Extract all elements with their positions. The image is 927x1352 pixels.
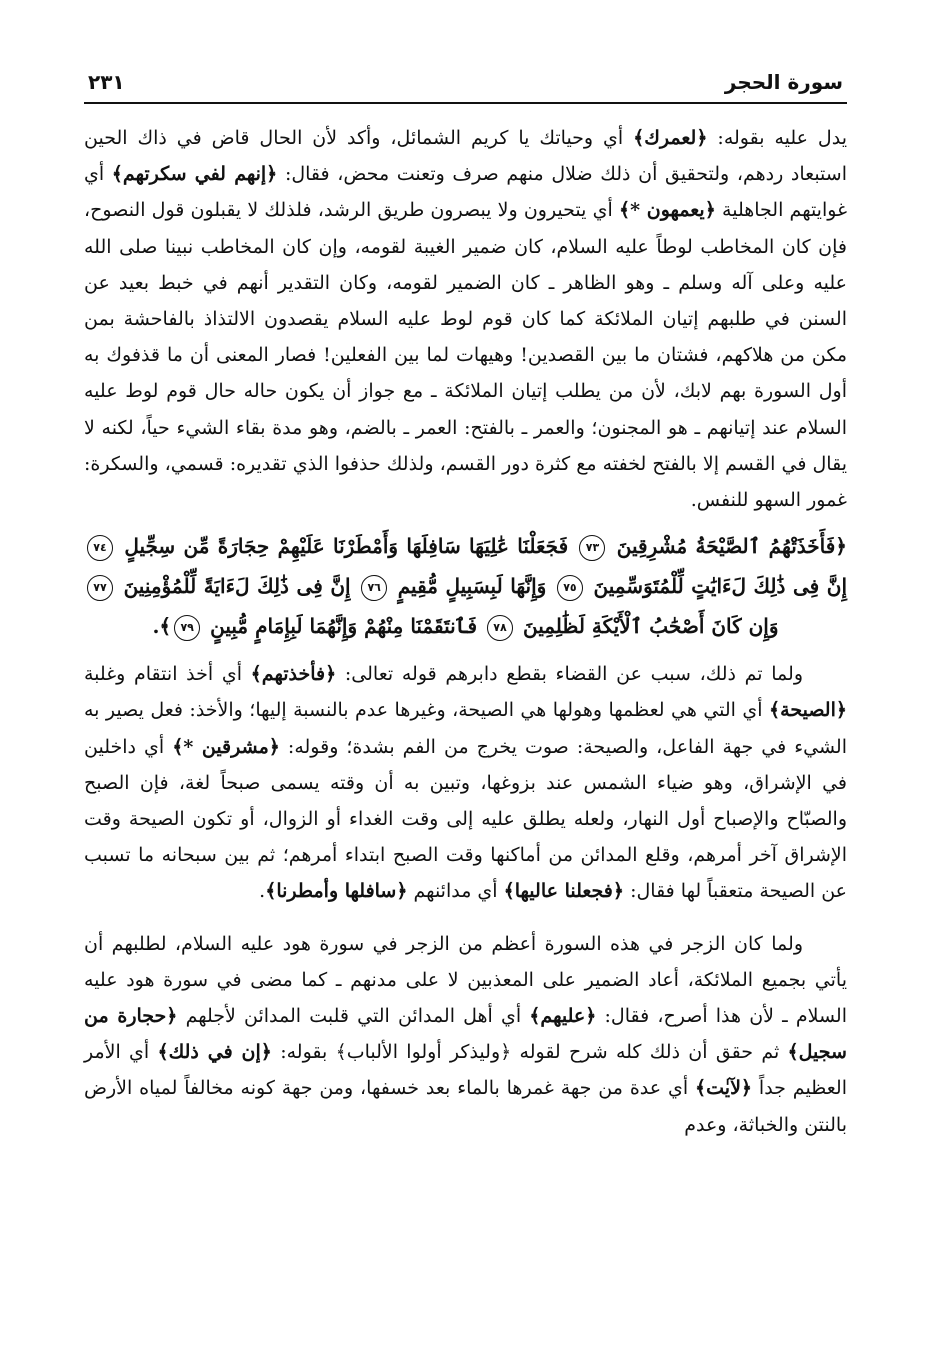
p1-text-e: أي غوايتهم الجاهلية (84, 163, 848, 222)
p2-text-i: أي مدائنهم (407, 880, 504, 903)
page-number: ٢٣١ (88, 70, 125, 94)
p2-quote-safilaha: ﴿سافلها وأمطرنا﴾ (265, 880, 408, 903)
p2-text-k: . (259, 880, 266, 903)
p3-quote-laayat: ﴿لآيٰت﴾ (695, 1077, 753, 1100)
p1-text-g: أي يتحيرون ولا يبصرون طريق الرشد، فلذلك لا يقبلون قول النصوح، فإن كان المخاطب لوطاً عليه السلام، كان ضمير الغيبة لقومه، وإن كان المخاطب نبينا صلى الله عليه وعلى آله وسلم ـ وهو الظاهر ـ كان الضمير لقومه، وكان التقدير أنهم في خبط بعيد عن السنن في طلبهم إتيان الملائكة كما كان قوم لوط عليه السلام يقصدون الالتذاذ بالفاحشة بمن مكن من هلاكهم، فشتان ما بين القصدين! وهيهات لما بين الفعلين! فصار المعنى أن ما قذفوك به أول السورة بهم لابك، لأن من يطلب إتيان الملائكة ـ مع جواز أن يكون حاله حال قوم لوط عليه السلام عند إتيانهم ـ هو المجنون؛ والعمر ـ بالفتح: العمر ـ بالضم، وهو مدة بقاء الشيء حياً، لكنه لا يقال في القسم إلا بالفتح لخفته مع كثرة دور القسم، ولذلك حذفوا الذي تقديره: قسمي، والسكرة: غمور السهو للنفس. (84, 199, 847, 512)
ayah-number-marker: ٧٧ (87, 575, 113, 601)
verse-segment: وَإِنَّهَا لَبِسَبِيلٍ مُّقِيمٍ (397, 574, 547, 599)
verse-segment: إِنَّ فِى ذَٰلِكَ لَءَايَٰتٍ لِّلْمُتَوَسِّمِينَ (593, 574, 848, 599)
ayah-number-marker: ٧٨ (487, 615, 513, 641)
ayah-number-marker: ٧٥ (557, 575, 583, 601)
p2-quote-faakhadhathum: ﴿فأخذتهم﴾ (250, 663, 337, 686)
page-header (84, 66, 847, 104)
paragraph-2 (84, 656, 847, 909)
p3-quote-hijara: ﴿حجارة من سجيل﴾ (84, 1005, 847, 1064)
verse-segment: إِنَّ فِى ذَٰلِكَ لَءَايَةً لِّلْمُؤْمِنِينَ (123, 574, 351, 599)
p3-text-c: أي أهل المدائن التي قلبت المدائن لأجلهم (177, 1005, 530, 1028)
p3-text-a: ولما كان الزجر في هذه السورة أعظم من الزجر في سورة هود عليه السلام، لطلبهم أن يأتي بجميع الملائكة، أعاد الضمير على المعذبين لا على مدنهم ـ كما مضى في سورة هود عليه السلام ـ لأن هذا أصرح، فقال: (84, 932, 847, 1028)
p1-text-a: يدل عليه بقوله: (707, 127, 847, 149)
ayah-number-marker: ٧٩ (174, 615, 200, 641)
paragraph-3 (84, 926, 847, 1143)
p2-text-c: أي أخذ انتقام وغلبة (84, 663, 251, 686)
p2-quote-mushriqin: ﴿مشرقين *﴾ (172, 735, 280, 758)
ayah-number-marker: ٧٤ (87, 535, 113, 561)
p1-quote-innahum: ﴿إنهم لفي سكرتهم﴾ (111, 163, 278, 186)
surah-title: سورة الحجر (724, 70, 843, 94)
verse-segment: فَجَعَلْنَا عَٰلِيَهَا سَافِلَهَا وَأَمْطَرْنَا عَلَيْهِمْ حِجَارَةً مِّن سِجِّيلٍ (124, 534, 569, 559)
body-text (84, 120, 847, 1143)
p3-quote-alayhim: ﴿عليهم﴾ (529, 1005, 597, 1028)
p3-quote-inna-fi-dhalik: ﴿إن في ذلك﴾ (157, 1041, 272, 1064)
p2-quote-assayha: ﴿الصيحة﴾ (769, 699, 847, 722)
p3-text-i: أي عدة من جهة غمرها بالماء بعد خسفها، ومن جهة كونه مخالفاً لمياه الأرض بالنتن والخباثة، وعدم (84, 1077, 847, 1136)
p2-text-g: أي داخلين في الإشراق، وهو ضياء الشمس عند بزوغها، وتبين به أن وقته يسمى صبحاً لغة، فإن الصبح والصبّاح والإصباح أول النهار، ولعله يطلق عليه إلى وقت الغداء أو الزوال، أو تكون الصيحة وقت الإشراق آخر أمرهم، وقلع المدائن من أماكنها وقت الصبح ابتداء أمرهم؛ ثم بين سبحانه ما تسبب عن الصيحة متعقباً لها فقال: (84, 735, 847, 903)
p1-text-c: أي وحياتك يا كريم الشمائل، وأكد لأن الحال قاض في ذاك الحين استبعاد ردهم، ولتحقيق أن ذلك ضلال منهم صرف وتعنت محض، فقال: (84, 127, 847, 186)
p2-text-a: ولما تم ذلك، سبب عن القضاء بقطع دابرهم قوله تعالى: (336, 663, 804, 686)
p3-text-e: ثم حقق أن ذلك كله شرح لقوله ﴿وليذكر أولوا الألباب﴾ بقوله: (271, 1041, 788, 1064)
p2-text-e: أي التي هي لعظمها وهولها هي الصيحة، وغيرها عدم بالنسبة إليها؛ والأخذ: فعل يصير به الشيء في جهة الفاعل، والصيحة: صوت يخرج من الفم بشدة؛ وقوله: (84, 699, 847, 758)
p1-quote-laamruk: ﴿لعمرك﴾ (633, 127, 708, 149)
paragraph-gap (84, 910, 847, 926)
ayah-number-marker: ٧٣ (579, 535, 605, 561)
ayah-number-marker: ٧٦ (361, 575, 387, 601)
verse-segment: فَٱنتَقَمْنَا مِنْهُمْ وَإِنَّهُمَا لَبِإِمَامٍ مُّبِينٍ (210, 614, 478, 639)
verse-close: ﴾. (152, 614, 172, 639)
p1-quote-yamahun: ﴿يعمهون *﴾ (618, 199, 716, 222)
verse-segment: ﴿فَأَخَذَتْهُمُ ٱلصَّيْحَةُ مُشْرِقِينَ (616, 534, 848, 559)
p3-text-g: أي الأمر العظيم جداً (84, 1041, 847, 1100)
p2-quote-fajaalna: ﴿فجعلنا عاليها﴾ (503, 880, 625, 903)
verse-segment: وَإِن كَانَ أَصْحَٰبُ ٱلْأَيْكَةِ لَظَٰلِمِينَ (522, 614, 779, 639)
paragraph-1 (84, 120, 847, 518)
quran-verse-block (84, 526, 847, 646)
